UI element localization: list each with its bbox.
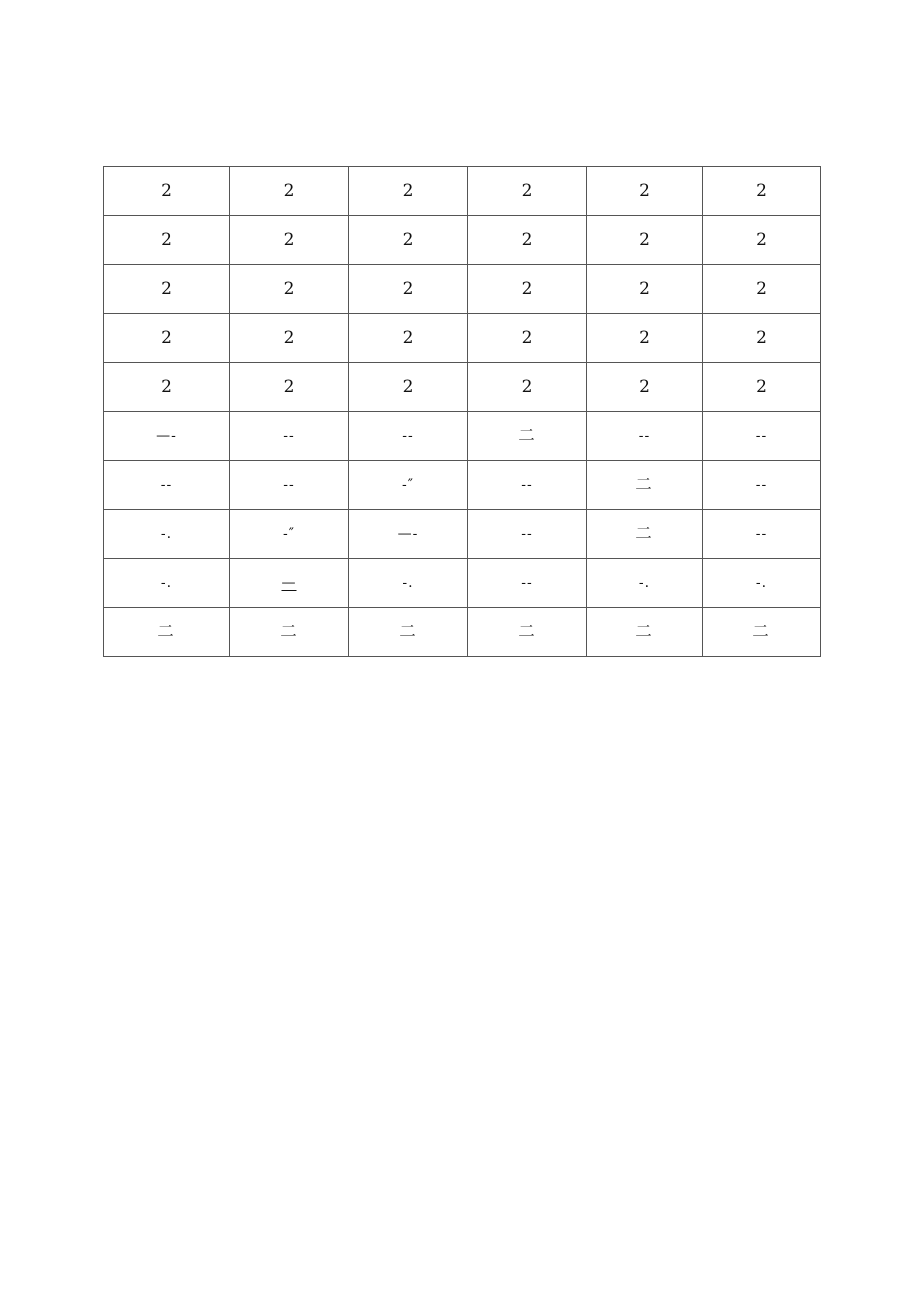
table-cell: [230, 559, 349, 608]
table-cell: --: [349, 412, 468, 461]
table-row: [104, 412, 821, 461]
table-cell: --: [468, 510, 587, 559]
table-row: [104, 265, 821, 314]
table-cell: —-: [104, 412, 230, 461]
table-cell: 2: [468, 265, 587, 314]
table-cell: --: [703, 412, 821, 461]
table-cell: --: [230, 412, 349, 461]
table-cell: [587, 608, 703, 657]
table-cell: [468, 412, 587, 461]
table-cell: -″: [349, 461, 468, 510]
table-cell: [230, 608, 349, 657]
table-cell: 2: [349, 314, 468, 363]
table-cell: 2: [703, 265, 821, 314]
table-cell-mark: 二: [280, 622, 298, 640]
table-cell-mark: 二: [518, 622, 536, 640]
table-cell: 2: [104, 363, 230, 412]
table-cell: -.: [703, 559, 821, 608]
table-row: [104, 314, 821, 363]
table-cell: 2: [587, 167, 703, 216]
table-cell: 2: [468, 363, 587, 412]
table-cell: 2: [230, 216, 349, 265]
table-cell: -.: [104, 510, 230, 559]
table-row: [104, 608, 821, 657]
table-cell-mark: 二: [157, 622, 176, 640]
mark-table: [103, 166, 821, 657]
table-cell-mark: 二: [635, 524, 654, 542]
table-row: [104, 461, 821, 510]
table-cell-mark: 二: [752, 622, 771, 640]
table-cell: 2: [104, 167, 230, 216]
table-cell: 2: [703, 167, 821, 216]
table-cell-mark: 二: [635, 622, 654, 640]
table-cell: 2: [349, 265, 468, 314]
table-cell: 2: [468, 167, 587, 216]
table-cell: --: [587, 412, 703, 461]
table-cell: [703, 608, 821, 657]
table-cell: --: [468, 559, 587, 608]
table-cell: 2: [230, 265, 349, 314]
table-cell: 2: [703, 314, 821, 363]
table-cell: 2: [587, 314, 703, 363]
table-cell: 2: [587, 265, 703, 314]
table-cell: 2: [104, 216, 230, 265]
table-cell: 2: [349, 363, 468, 412]
table-cell: --: [230, 461, 349, 510]
table-cell: 2: [349, 216, 468, 265]
table-cell-mark: 二: [518, 426, 536, 444]
table-cell: [587, 510, 703, 559]
table-cell: 2: [230, 167, 349, 216]
table-cell: 2: [587, 216, 703, 265]
table-cell: 2: [104, 265, 230, 314]
table-cell: 2: [468, 314, 587, 363]
table-cell: --: [468, 461, 587, 510]
table-cell: [468, 608, 587, 657]
table-cell: 2: [230, 363, 349, 412]
table-cell: [349, 608, 468, 657]
table-cell: -.: [104, 559, 230, 608]
table-cell: --: [104, 461, 230, 510]
table-cell: -″: [230, 510, 349, 559]
table-cell: 2: [104, 314, 230, 363]
table-cell-mark: 二: [399, 622, 417, 640]
table-cell: 2: [587, 363, 703, 412]
table-cell: 2: [230, 314, 349, 363]
mark-table-body: [104, 167, 821, 657]
table-cell: 2: [703, 363, 821, 412]
table-cell: --: [703, 461, 821, 510]
table-cell-mark: —: [281, 575, 297, 591]
table-cell: [104, 608, 230, 657]
table-row: [104, 510, 821, 559]
table-cell: 2: [349, 167, 468, 216]
table-cell: -.: [349, 559, 468, 608]
table-cell: -.: [587, 559, 703, 608]
table-cell: --: [703, 510, 821, 559]
table-row: [104, 167, 821, 216]
table-row: [104, 216, 821, 265]
table-cell-mark: 二: [635, 475, 654, 493]
table-cell: 2: [703, 216, 821, 265]
table-cell: —-: [349, 510, 468, 559]
table-cell: [587, 461, 703, 510]
table-cell: 2: [468, 216, 587, 265]
table-row: [104, 559, 821, 608]
table-row: [104, 363, 821, 412]
